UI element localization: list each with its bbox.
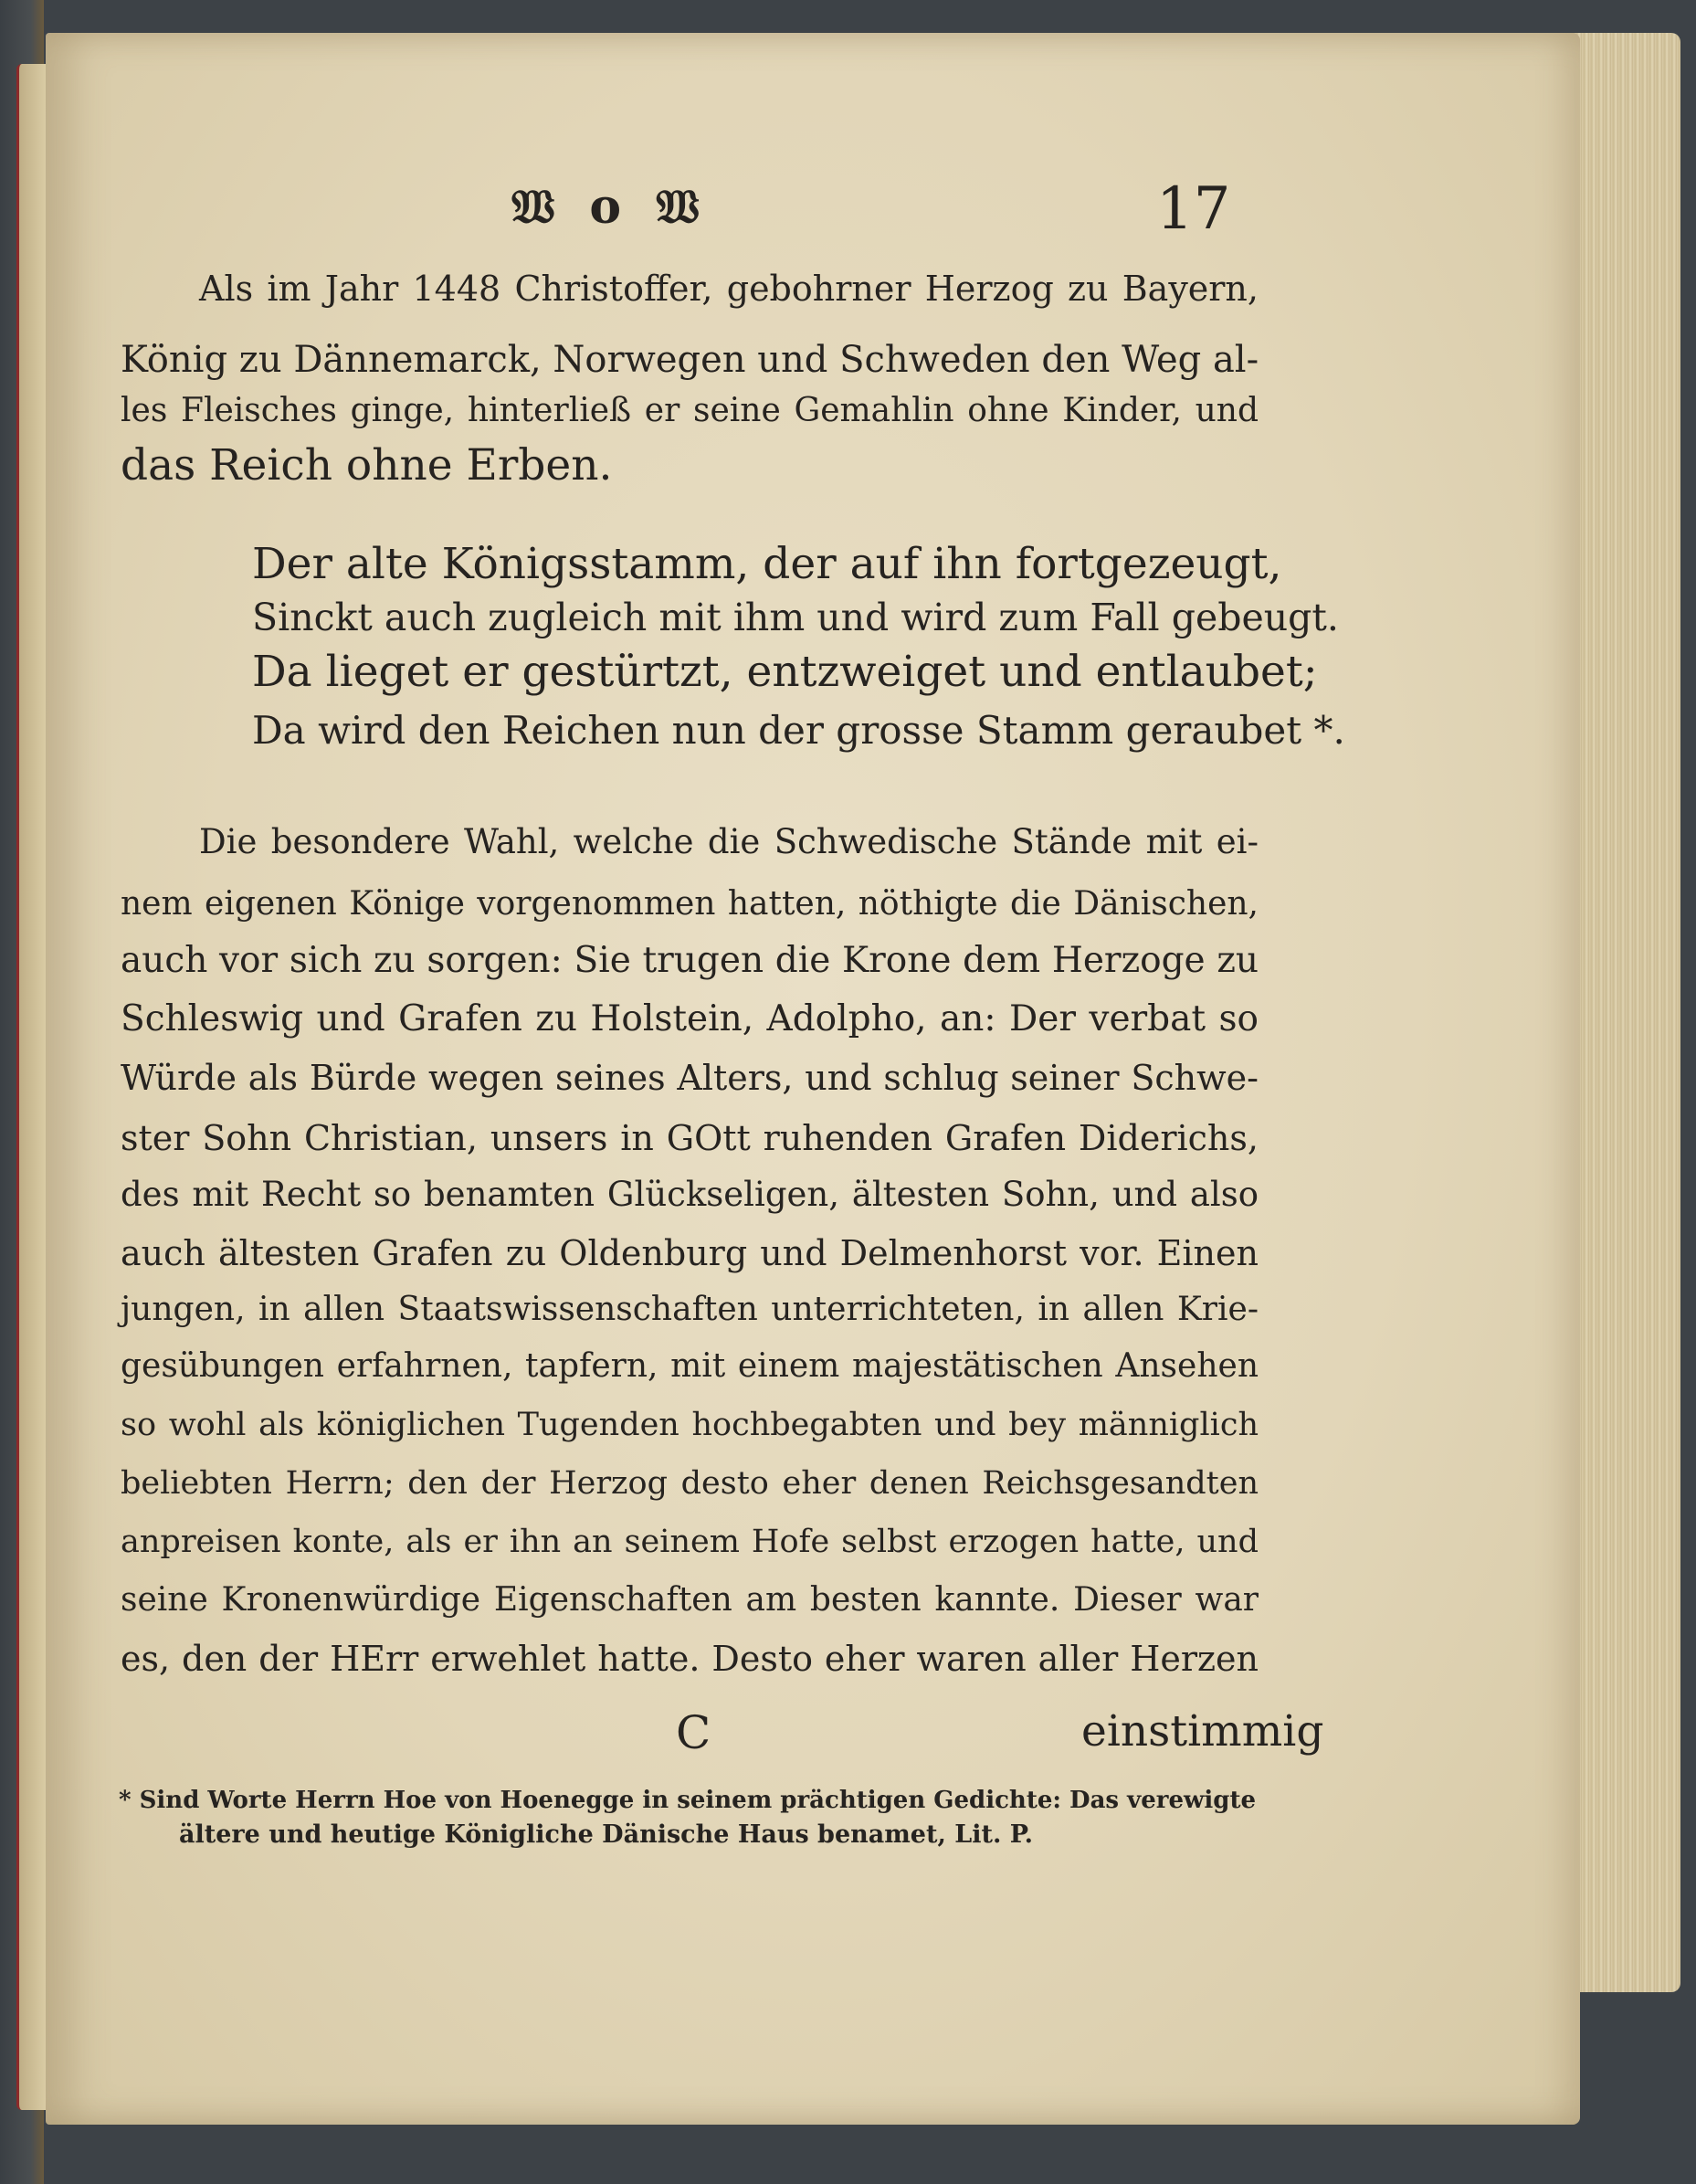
text-line: König zu Dännemarck, Norwegen und Schweden den Weg al- xyxy=(121,339,1259,381)
header-ornament: 𝔚 o 𝔚 xyxy=(511,179,709,235)
text-line: gesübungen erfahrnen, tapfern, mit einem majestätischen Ansehen xyxy=(121,1347,1259,1385)
catchword-row xyxy=(0,1706,1696,1761)
footnote-line: * Sind Worte Herrn Hoe von Hoenegge in seinem prächtigen Gedichte: Das verewigte xyxy=(119,1787,1256,1814)
verse-line: Der alte Königsstamm, der auf ihn fortgezeugt, xyxy=(252,539,1282,589)
text-line: so wohl als königlichen Tugenden hochbegabten und bey männiglich xyxy=(121,1407,1259,1443)
running-header xyxy=(0,175,1696,243)
footnote xyxy=(119,1783,1269,1852)
text-line: anpreisen konte, als er ihn an seinem Hofe selbst erzogen hatte, und xyxy=(121,1524,1259,1560)
text-line: jungen, in allen Staatswissenschaften unterrichteten, in allen Krie- xyxy=(121,1291,1259,1328)
text-line: Die besondere Wahl, welche die Schwedische Stände mit ei- xyxy=(199,822,1259,861)
page-number: 17 xyxy=(1156,175,1231,243)
text-line: nem eigenen Könige vorgenommen hatten, nöthigte die Dänischen, xyxy=(121,885,1259,923)
footnote-line: ältere und heutige Königliche Dänische Haus benamet, Lit. P. xyxy=(179,1820,1034,1849)
signature-mark: C xyxy=(676,1706,711,1759)
verse-line: Sinckt auch zugleich mit ihm und wird zum Fall gebeugt. xyxy=(252,596,1339,639)
text-line: les Fleisches ginge, hinterließ er seine Gemahlin ohne Kinder, und xyxy=(121,392,1259,429)
text-line: das Reich ohne Erben. xyxy=(121,440,613,491)
text-line: ster Sohn Christian, unsers in GOtt ruhenden Grafen Diderichs, xyxy=(121,1118,1259,1158)
text-line: beliebten Herrn; den der Herzog desto eher denen Reichsgesandten xyxy=(121,1465,1259,1502)
text-line: es, den der HErr erwehlet hatte. Desto eher waren aller Herzen xyxy=(121,1639,1259,1679)
verse-line: Da lieget er gestürtzt, entzweiget und entlaubet; xyxy=(252,647,1318,697)
catchword: einstimmig xyxy=(1081,1706,1324,1757)
text-line: des mit Recht so benamten Glückseligen, ältesten Sohn, und also xyxy=(121,1175,1259,1214)
text-line: Als im Jahr 1448 Christoffer, gebohrner Herzog zu Bayern, xyxy=(199,269,1259,309)
verse-line: Da wird den Reichen nun der grosse Stamm geraubet *. xyxy=(252,708,1345,753)
text-line: auch vor sich zu sorgen: Sie trugen die Krone dem Herzoge zu xyxy=(121,940,1259,981)
text-line: seine Kronenwürdige Eigenschaften am besten kannte. Dieser war xyxy=(121,1581,1259,1619)
text-line: auch ältesten Grafen zu Oldenburg und Delmenhorst vor. Einen xyxy=(121,1233,1259,1273)
text-line: Würde als Bürde wegen seines Alters, und schlug seiner Schwe- xyxy=(121,1058,1259,1098)
text-line: Schleswig und Grafen zu Holstein, Adolpho, an: Der verbat so xyxy=(121,998,1259,1039)
